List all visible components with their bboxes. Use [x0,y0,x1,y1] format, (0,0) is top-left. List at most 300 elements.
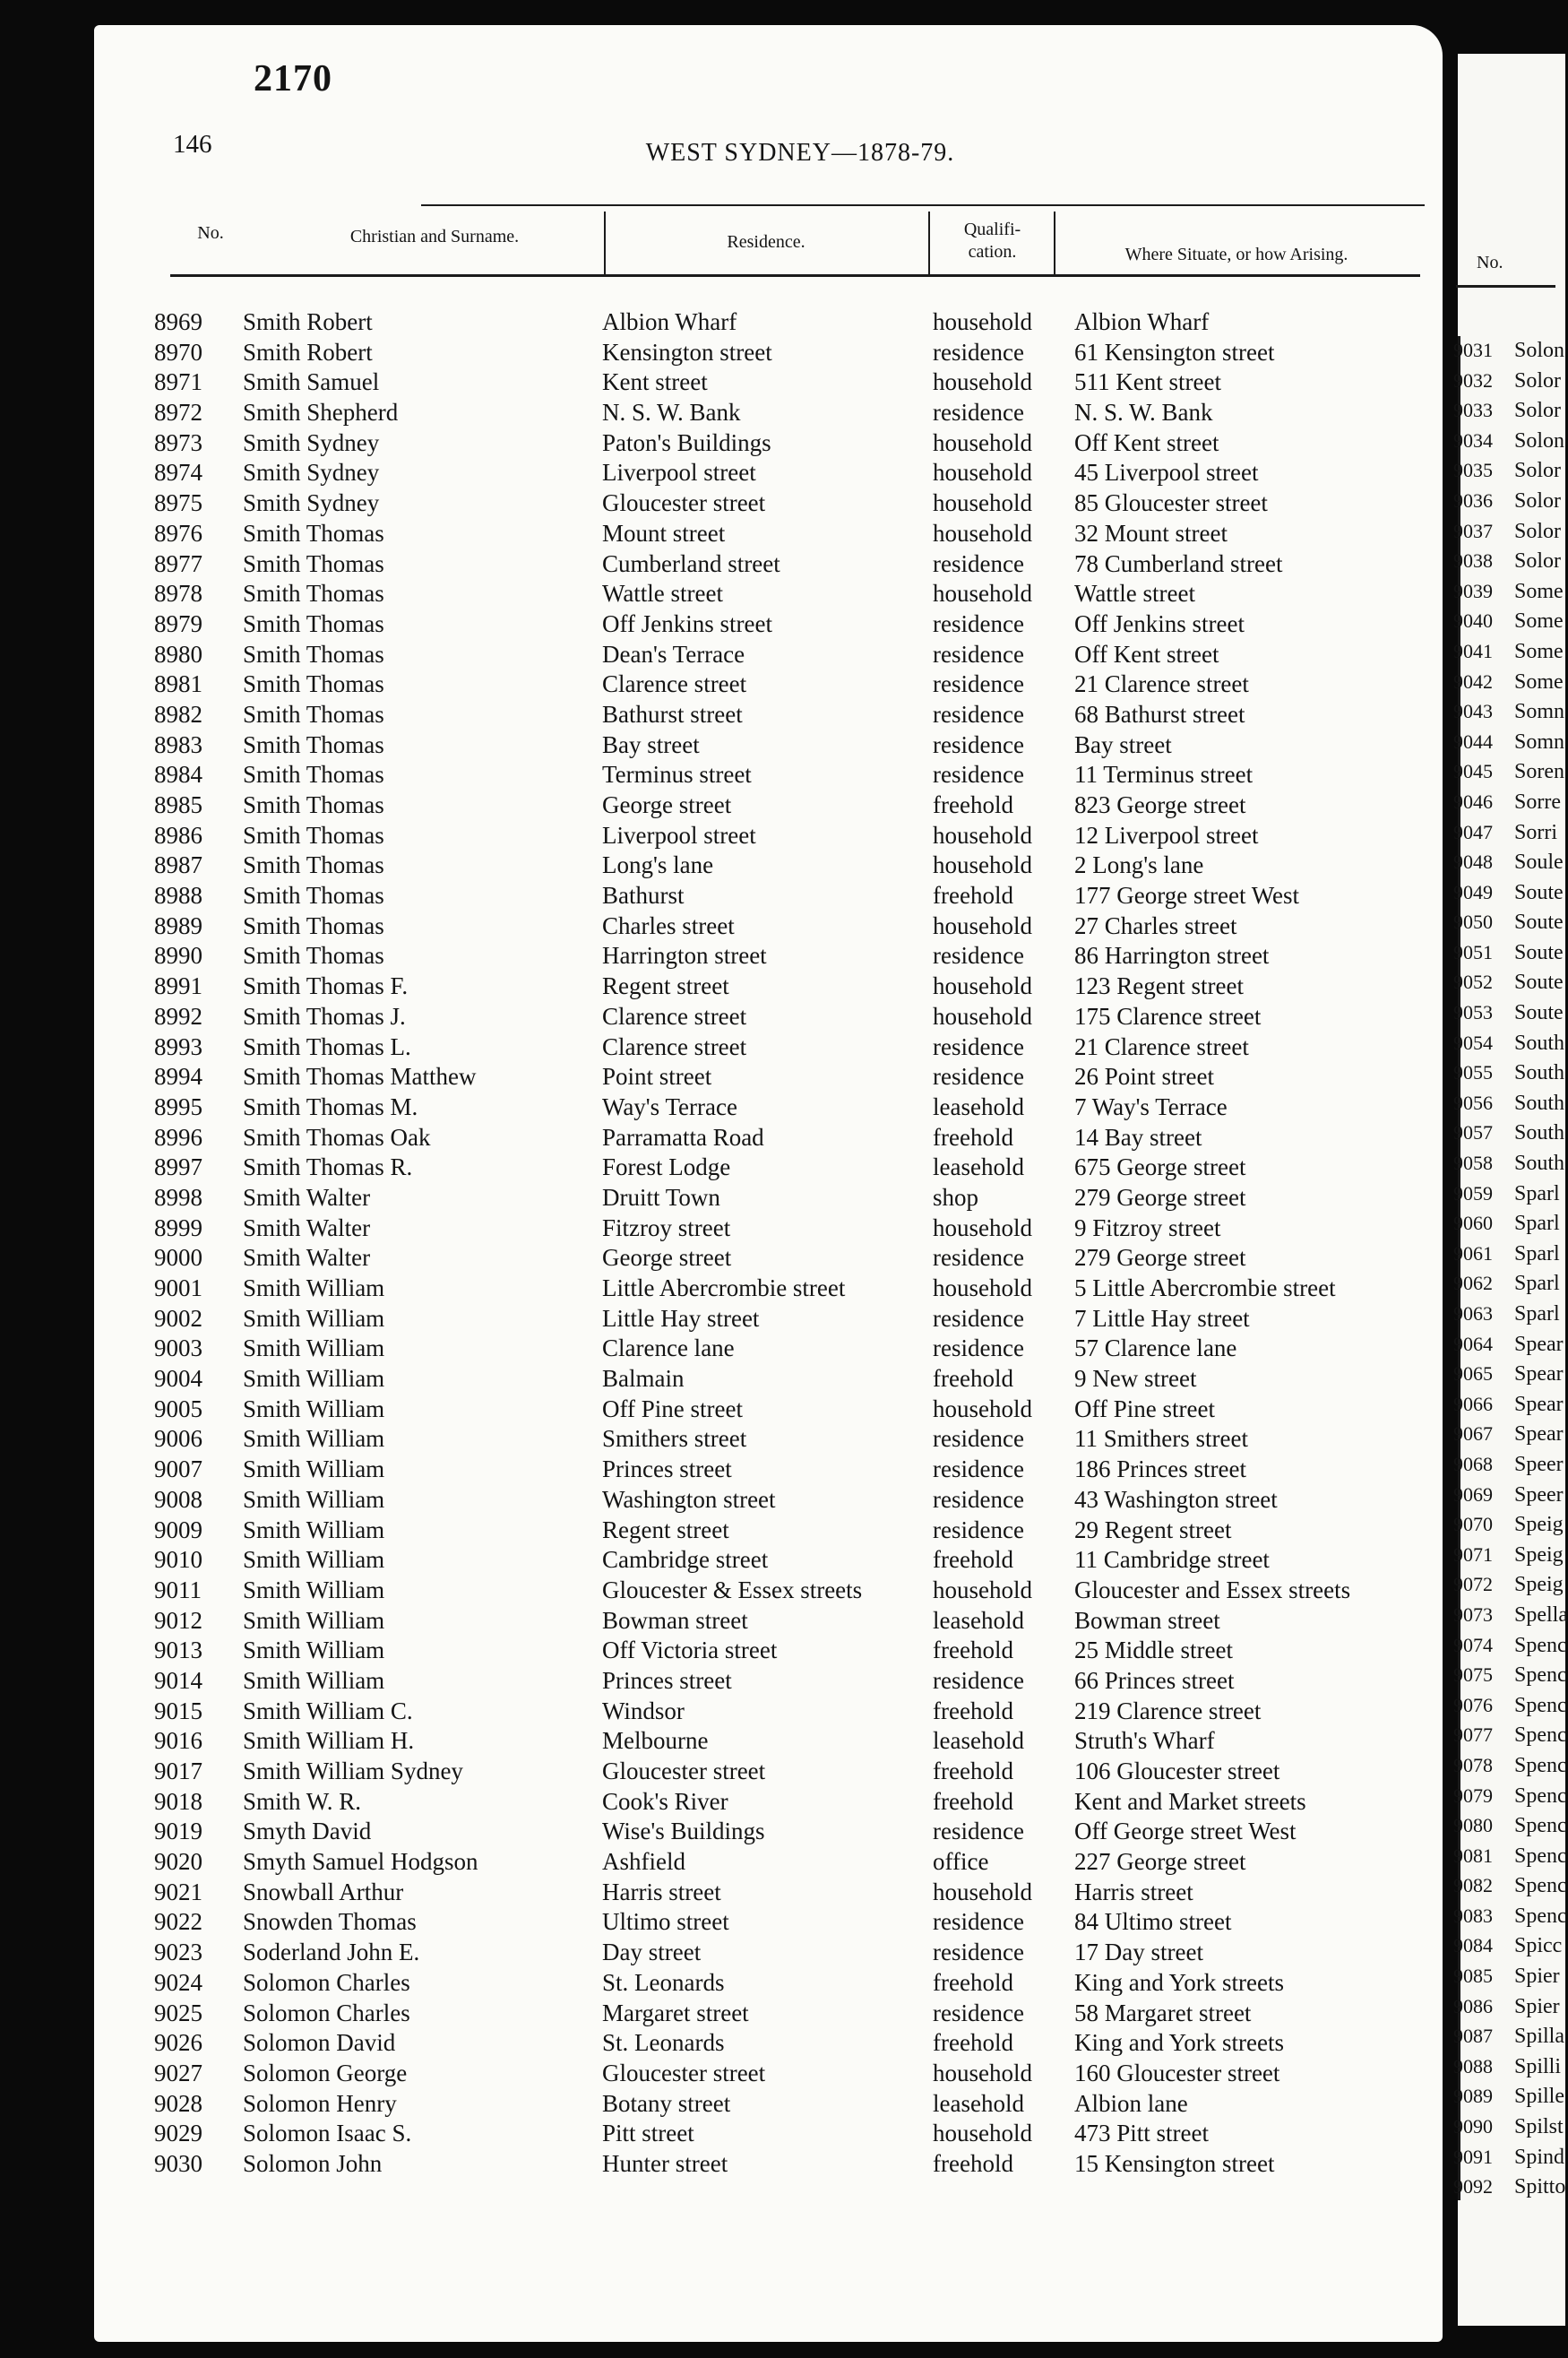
entry-qualification: residence [933,1908,1024,1936]
header-divider-3 [1054,212,1055,274]
next-page-entry-number: 9057 [1453,1121,1493,1144]
entry-residence: Kensington street [602,338,772,366]
entry-name: Smith Thomas F. [243,972,409,1000]
entry-residence: Bay street [602,730,700,758]
entry-residence: Pitt street [602,2120,694,2147]
next-page-entry-name: Spilla [1514,2025,1565,2049]
entry-qualification: household [933,1878,1032,1905]
next-page-entry-number: 9062 [1453,1272,1493,1295]
entry-residence: George street [602,791,732,818]
entry-qualification: leasehold [933,2089,1024,2117]
entry-qualification: household [933,519,1032,547]
entry-name: Smith William [243,1455,385,1483]
next-page-entry-number: 9066 [1453,1392,1493,1415]
next-page-row [0,336,1565,367]
entry-qualification: residence [933,1425,1024,1453]
next-page-row [0,637,1564,668]
entry-residence: Harris street [602,1878,721,1905]
next-page-entry-name: Speer [1514,1482,1564,1507]
entry-name: Smith Walter [243,1214,371,1241]
entry-qualification: household [933,1576,1032,1603]
entry-residence: Botany street [602,2089,731,2117]
entry-residence: Harrington street [602,942,767,970]
entry-name: Smith William [243,1516,385,1543]
next-page-row [0,1871,1567,1902]
entry-number: 9022 [154,1908,202,1936]
next-page-entry-name: Soute [1514,911,1564,935]
next-page-row [0,968,1564,998]
entry-name: Smith Samuel [243,368,380,396]
next-page-row [0,2052,1562,2083]
entry-where-situate: Albion lane [1074,2089,1188,2117]
entry-qualification: leasehold [933,1727,1024,1755]
entry-name: Smith Thomas M. [243,1093,418,1120]
next-page-entry-name: Spenc [1514,1874,1567,1898]
entry-where-situate: 823 George street [1074,791,1246,818]
entry-number: 9009 [154,1516,202,1543]
next-page-entry-name: Spille [1514,2085,1565,2109]
entry-name: Smith Thomas [243,549,384,577]
entry-where-situate: 85 Gloucester street [1074,489,1268,517]
entry-residence: Clarence street [602,1032,747,1060]
entry-residence: Charles street [602,911,735,939]
next-page-entry-number: 9037 [1453,519,1493,542]
entry-where-situate: 26 Point street [1074,1063,1214,1091]
entry-where-situate: Harris street [1074,1878,1193,1905]
entry-residence: Wise's Buildings [602,1818,765,1845]
entry-where-situate: 86 Harrington street [1074,942,1270,970]
entry-qualification: freehold [933,1546,1013,1574]
entry-name: Smith Thomas [243,821,384,849]
entry-qualification: residence [933,640,1024,668]
next-page-entry-name: Sparl [1514,1212,1560,1236]
entry-name: Solomon John [243,2149,383,2177]
table-row [0,307,1434,338]
next-page-row [0,938,1564,969]
next-page-entry-name: Soute [1514,1001,1564,1025]
entry-qualification: household [933,972,1032,1000]
entry-qualification: residence [933,1063,1024,1091]
entry-qualification: residence [933,399,1024,427]
entry-where-situate: Gloucester and Essex streets [1074,1576,1351,1603]
entry-where-situate: Struth's Wharf [1074,1727,1215,1755]
next-page-entry-number: 9042 [1453,669,1493,693]
next-page-entry-name: Spilli [1514,2054,1562,2078]
entry-residence: Cambridge street [602,1546,769,1574]
next-page-row [0,1360,1564,1390]
entry-residence: N. S. W. Bank [602,399,741,427]
next-page-entry-number: 9074 [1453,1633,1493,1656]
entry-residence: Gloucester street [602,2059,766,2086]
next-page-entry-name: Solor [1514,368,1562,393]
next-page-row [0,456,1562,487]
next-page-entry-number: 9091 [1453,2145,1493,2168]
next-page-row [0,697,1565,728]
entry-number: 9024 [154,1968,202,1996]
next-page-row [0,788,1561,818]
next-page-entry-name: Spicc [1514,1934,1563,1958]
entry-number: 8974 [154,459,202,487]
next-page-entry-name: Solon [1514,428,1565,453]
entry-qualification: household [933,1274,1032,1301]
entry-number: 8997 [154,1153,202,1181]
next-page-entry-name: Solor [1514,459,1562,483]
next-page-row [0,2172,1566,2203]
entry-name: Smith Walter [243,1183,371,1211]
entry-qualification: household [933,1002,1032,1030]
entry-residence: Way's Terrace [602,1093,737,1120]
next-page-entry-number: 9085 [1453,1965,1493,1988]
entry-where-situate: 219 Clarence street [1074,1697,1262,1724]
entry-where-situate: 473 Pitt street [1074,2120,1209,2147]
next-page-entry-name: Spenc [1514,1814,1567,1838]
entry-where-situate: 27 Charles street [1074,911,1237,939]
next-page-row [0,1149,1565,1179]
entry-where-situate: 279 George street [1074,1244,1246,1272]
next-page-entry-number: 9035 [1453,459,1493,482]
next-page-row [0,1450,1564,1481]
entry-name: Smith Sydney [243,459,380,487]
entry-residence: Smithers street [602,1425,747,1453]
next-page-row [0,1631,1567,1662]
entry-qualification: residence [933,1666,1024,1694]
entry-where-situate: Bay street [1074,730,1172,758]
entry-residence: Regent street [602,972,729,1000]
next-page-entry-number: 9087 [1453,2025,1493,2048]
entry-where-situate: 66 Princes street [1074,1666,1235,1694]
next-page-entry-number: 9031 [1453,339,1493,361]
entry-name: Smith William [243,1637,385,1664]
next-page-entry-name: Sparl [1514,1272,1560,1296]
next-page-entry-number: 9032 [1453,368,1493,392]
entry-name: Smith Thomas [243,670,384,698]
entry-qualification: household [933,2120,1032,2147]
entry-name: Smith Thomas Matthew [243,1063,477,1091]
entry-residence: Bathurst street [602,700,743,728]
next-page-entry-number: 9054 [1453,1031,1493,1054]
next-page-entry-name: Solor [1514,549,1562,574]
next-page-row [0,1209,1560,1239]
entry-residence: Clarence street [602,1002,747,1030]
entry-where-situate: 84 Ultimo street [1074,1908,1232,1936]
entry-residence: Cumberland street [602,549,780,577]
next-page-row [0,1330,1564,1360]
entry-where-situate: 11 Cambridge street [1074,1546,1270,1574]
entry-name: Smith William Sydney [243,1758,463,1784]
next-page-entry-number: 9055 [1453,1061,1493,1084]
entry-name: Smyth David [243,1818,372,1845]
next-page-entry-number: 9058 [1453,1152,1493,1175]
entry-number: 8969 [154,308,202,335]
next-page-entry-number: 9080 [1453,1814,1493,1837]
entry-where-situate: King and York streets [1074,2029,1284,2057]
entry-name: Smith Sydney [243,489,380,517]
entry-where-situate: 227 George street [1074,1848,1246,1876]
entry-residence: Fitzroy street [602,1214,731,1241]
entry-number: 8988 [154,882,202,910]
entry-qualification: residence [933,1334,1024,1362]
entry-name: Smith William [243,1425,385,1453]
header-divider-1 [604,212,606,274]
next-page-row [0,1931,1563,1962]
next-page-entry-name: Speer [1514,1452,1564,1476]
entry-qualification: shop [933,1183,979,1211]
entry-name: Solomon Charles [243,1999,410,2026]
next-page-row [0,1721,1567,1751]
next-page-row [0,848,1564,878]
next-page-row [0,1902,1567,1932]
entry-number: 8981 [154,670,202,698]
entry-residence: Off Victoria street [602,1637,778,1664]
entry-name: Smith William H. [243,1727,415,1755]
entry-name: Smith William [243,1274,385,1301]
entry-number: 9018 [154,1787,202,1815]
entry-number: 8999 [154,1214,202,1241]
entry-residence: Point street [602,1063,712,1091]
entry-name: Smith Thomas L. [243,1032,411,1060]
entry-where-situate: 25 Middle street [1074,1637,1233,1664]
next-page-entry-name: Sparl [1514,1181,1560,1205]
next-page-entry-number: 9090 [1453,2115,1493,2138]
entry-qualification: residence [933,1304,1024,1332]
next-page-header-rule [1456,285,1555,288]
entry-name: Smith Thomas Oak [243,1123,431,1151]
next-page-entry-number: 9088 [1453,2054,1493,2077]
next-page-entry-name: Spilst [1514,2115,1564,2139]
entry-name: Smith William [243,1365,385,1393]
entry-residence: St. Leonards [602,2029,725,2057]
entry-residence: Hunter street [602,2149,728,2177]
entry-residence: Druitt Town [602,1183,720,1211]
entry-where-situate: Off Jenkins street [1074,609,1245,637]
next-page-entry-name: Spenc [1514,1633,1567,1657]
entry-where-situate: 15 Kensington street [1074,2149,1275,2177]
next-page-entry-number: 9071 [1453,1542,1493,1566]
next-page-entry-name: Solor [1514,488,1562,513]
entry-residence: Regent street [602,1516,729,1543]
entry-qualification: residence [933,338,1024,366]
entry-where-situate: 7 Way's Terrace [1074,1093,1228,1120]
next-page-entry-name: Solor [1514,399,1562,423]
entry-qualification: freehold [933,791,1013,818]
next-page-entry-name: South [1514,1061,1565,1085]
entry-number: 8979 [154,609,202,637]
entry-residence: St. Leonards [602,1968,725,1996]
entry-qualification: freehold [933,2149,1013,2177]
entry-where-situate: Kent and Market streets [1074,1787,1306,1815]
entry-name: Smith Thomas [243,580,384,608]
entry-qualification: household [933,2059,1032,2086]
entry-residence: Albion Wharf [602,308,737,335]
entry-where-situate: 160 Gloucester street [1074,2059,1280,2086]
entry-residence: Dean's Terrace [602,640,745,668]
next-page-entry-number: 9070 [1453,1513,1493,1536]
entry-number: 8982 [154,700,202,728]
next-page-entry-number: 9059 [1453,1181,1493,1205]
entry-residence: Little Abercrombie street [602,1274,846,1301]
header-divider-2 [928,212,930,274]
entry-number: 9002 [154,1304,202,1332]
entry-qualification: household [933,308,1032,335]
entry-where-situate: 43 Washington street [1074,1485,1278,1513]
entry-name: Smith Thomas J. [243,1002,406,1030]
next-page-row [0,1601,1568,1631]
entry-number: 8994 [154,1063,202,1091]
next-page-entry-number: 9051 [1453,940,1493,963]
entry-name: Solomon Charles [243,1968,410,1996]
next-page-entry-name: Sparl [1514,1241,1560,1265]
entry-qualification: leasehold [933,1153,1024,1181]
next-page-entry-name: Soute [1514,940,1564,964]
entry-name: Smith William [243,1666,385,1694]
entry-name: Snowball Arthur [243,1878,404,1905]
entry-residence: Day street [602,1939,702,1966]
entry-residence: Princes street [602,1455,732,1483]
next-page-row [0,547,1562,577]
next-page-entry-number: 9038 [1453,549,1493,573]
entry-qualification: freehold [933,1365,1013,1393]
entry-residence: Kent street [602,368,708,396]
folio-stamp: 2170 [254,58,332,99]
entry-name: Smith William [243,1485,385,1513]
entry-number: 8986 [154,821,202,849]
entry-qualification: household [933,911,1032,939]
next-page-entry-name: South [1514,1031,1565,1055]
next-page-entry-number: 9084 [1453,1934,1493,1957]
entry-residence: Gloucester street [602,1758,766,1784]
entry-residence: Washington street [602,1485,776,1513]
next-page-entry-name: Soute [1514,971,1564,995]
entry-where-situate: 9 Fitzroy street [1074,1214,1221,1241]
entry-number: 9021 [154,1878,202,1905]
entry-name: Snowden Thomas [243,1908,417,1936]
entry-name: Smith William C. [243,1697,413,1724]
next-page-entry-name: Spind [1514,2145,1565,2169]
entry-number: 9006 [154,1425,202,1453]
entry-qualification: residence [933,1939,1024,1966]
header-top-rule [421,204,1425,206]
next-page-entry-number: 9045 [1453,760,1493,783]
entry-qualification: residence [933,761,1024,789]
entry-name: Smith Robert [243,338,373,366]
entry-number: 9030 [154,2149,202,2177]
entry-name: Smith Walter [243,1244,371,1272]
entry-where-situate: Albion Wharf [1074,308,1210,335]
next-page-row [0,427,1565,457]
entry-qualification: residence [933,1455,1024,1483]
entry-number: 8993 [154,1032,202,1060]
next-page-entry-number: 9068 [1453,1452,1493,1475]
entry-qualification: residence [933,549,1024,577]
next-page-row [0,1420,1564,1450]
entry-where-situate: Off Kent street [1074,428,1219,456]
next-page-entry-name: Some [1514,639,1564,663]
entry-number: 9013 [154,1637,202,1664]
next-page-entry-name: Sorri [1514,820,1557,844]
entry-number: 9025 [154,1999,202,2026]
next-page-row [0,1661,1567,1691]
next-page-entry-name: Spenc [1514,1693,1567,1717]
entry-residence: Parramatta Road [602,1123,764,1151]
entry-qualification: freehold [933,1968,1013,1996]
next-page-entry-number: 9044 [1453,730,1493,753]
entry-residence: Balmain [602,1365,685,1393]
entry-residence: Clarence street [602,670,747,698]
entry-where-situate: 106 Gloucester street [1074,1758,1280,1784]
next-page-entry-name: Spier [1514,1965,1560,1989]
entry-where-situate: 21 Clarence street [1074,670,1249,698]
next-page-entry-number: 9089 [1453,2085,1493,2108]
entry-number: 9005 [154,1395,202,1422]
entry-qualification: residence [933,1999,1024,2026]
entry-name: Smith William [243,1606,385,1634]
entry-name: Smith William [243,1304,385,1332]
entry-residence: Gloucester & Essex streets [602,1576,863,1603]
entry-name: Smith Robert [243,308,373,335]
next-page-entry-name: Sorre [1514,790,1561,814]
next-page-entry-number: 9063 [1453,1302,1493,1325]
next-page-entry-number: 9048 [1453,851,1493,874]
entry-name: Smith W. R. [243,1787,362,1815]
header-where: Where Situate, or how Arising. [1124,245,1348,264]
next-page-row [0,1300,1560,1330]
next-page-entry-number: 9069 [1453,1482,1493,1506]
entry-qualification: residence [933,700,1024,728]
entry-residence: Off Jenkins street [602,609,772,637]
entry-number: 8987 [154,851,202,879]
header-residence: Residence. [727,232,806,252]
next-page-row [0,1390,1564,1421]
next-page-entry-number: 9072 [1453,1573,1493,1596]
entry-qualification: leasehold [933,1606,1024,1634]
entry-qualification: residence [933,609,1024,637]
entry-number: 8971 [154,368,202,396]
entry-name: Smith Sydney [243,428,380,456]
next-page-row [0,818,1555,849]
next-page-entry-number: 9047 [1453,820,1493,843]
entry-residence: Gloucester street [602,489,766,517]
next-page-entry-number: 9034 [1453,428,1493,452]
next-page-row [0,1269,1560,1300]
next-page-entry-name: Somn [1514,700,1565,724]
next-page-row [0,1058,1565,1089]
next-page-row [0,396,1562,427]
next-page-row [0,607,1564,637]
entry-qualification: household [933,368,1032,396]
entry-number: 8995 [154,1093,202,1120]
entry-where-situate: 279 George street [1074,1183,1246,1211]
entry-name: Solomon David [243,2029,396,2057]
entry-where-situate: 45 Liverpool street [1074,459,1259,487]
entry-number: 8984 [154,761,202,789]
entry-residence: Mount street [602,519,726,547]
next-page-entry-name: Spenc [1514,1753,1567,1777]
header-bottom-rule [170,274,1420,277]
entry-name: Smith Thomas [243,609,384,637]
entry-name: Smith Thomas [243,911,384,939]
next-page-row [0,757,1564,788]
next-page-entry-number: 9075 [1453,1663,1493,1687]
entry-where-situate: 78 Cumberland street [1074,549,1283,577]
next-page-entry-name: Some [1514,669,1564,694]
next-page-entry-name: Spenc [1514,1904,1567,1928]
header-qualification-line1: Qualifi- [963,220,1021,239]
next-page-entry-name: Somn [1514,730,1565,754]
next-page-entry-name: Some [1514,609,1564,634]
entry-where-situate: Off George street West [1074,1818,1297,1845]
next-page-entry-name: Spella [1514,1602,1568,1627]
header-qualification [932,219,1053,263]
